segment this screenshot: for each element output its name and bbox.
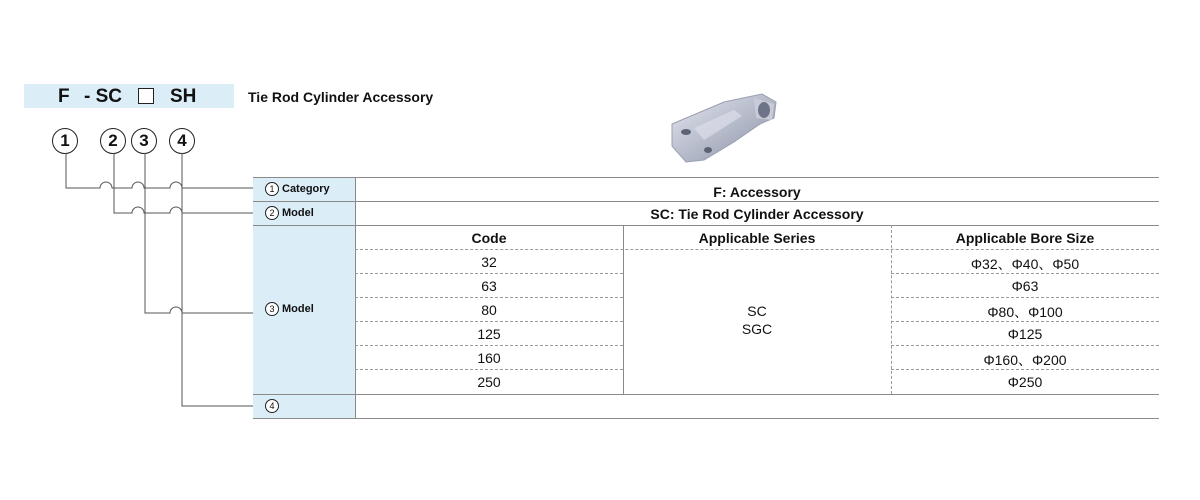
code-index-2: 2: [100, 128, 126, 154]
series-cell: SC: [747, 303, 767, 319]
code-cell: 160: [477, 350, 501, 366]
code-cell: 250: [477, 374, 501, 390]
row-label-model: 2 Model: [265, 206, 314, 220]
code-cell: 63: [481, 278, 497, 294]
row-label-4: [265, 399, 279, 413]
bore-cell: Φ160、Φ200: [983, 352, 1067, 368]
code-cell: 125: [477, 326, 501, 342]
header-bore: Applicable Bore Size: [955, 230, 1095, 246]
page-title: Tie Rod Cylinder Accessory: [248, 89, 434, 105]
row-index-4: 4: [265, 399, 279, 413]
code-part-suffix: SH: [170, 86, 197, 107]
code-part-category: F: [58, 86, 70, 107]
row-index-3: 3: [265, 302, 279, 316]
row-label-category: 1 Category: [265, 182, 330, 196]
code-part-model: - SC: [84, 86, 122, 107]
category-value: F: Accessory: [713, 184, 801, 200]
code-index-3: 3: [131, 128, 157, 154]
code-index-4: 4: [169, 128, 195, 154]
bore-cell: Φ32、Φ40、Φ50: [970, 256, 1080, 272]
code-cell: 32: [481, 254, 497, 270]
model-value: SC: Tie Rod Cylinder Accessory: [650, 206, 864, 222]
series-cell: SGC: [741, 321, 773, 337]
spec-table: [253, 177, 1159, 418]
header-series: Applicable Series: [698, 230, 816, 246]
row-index-1: 1: [265, 182, 279, 196]
bore-cell: Φ63: [1011, 278, 1039, 294]
row-index-2: 2: [265, 206, 279, 220]
row-label-model-code: 3 Model: [265, 302, 314, 316]
bore-cell: Φ125: [1007, 326, 1043, 342]
bore-cell: Φ250: [1007, 374, 1043, 390]
code-cell: 80: [481, 302, 497, 318]
bore-cell: Φ80、Φ100: [987, 304, 1063, 320]
code-index-1: 1: [52, 128, 78, 154]
header-code: Code: [471, 230, 507, 246]
